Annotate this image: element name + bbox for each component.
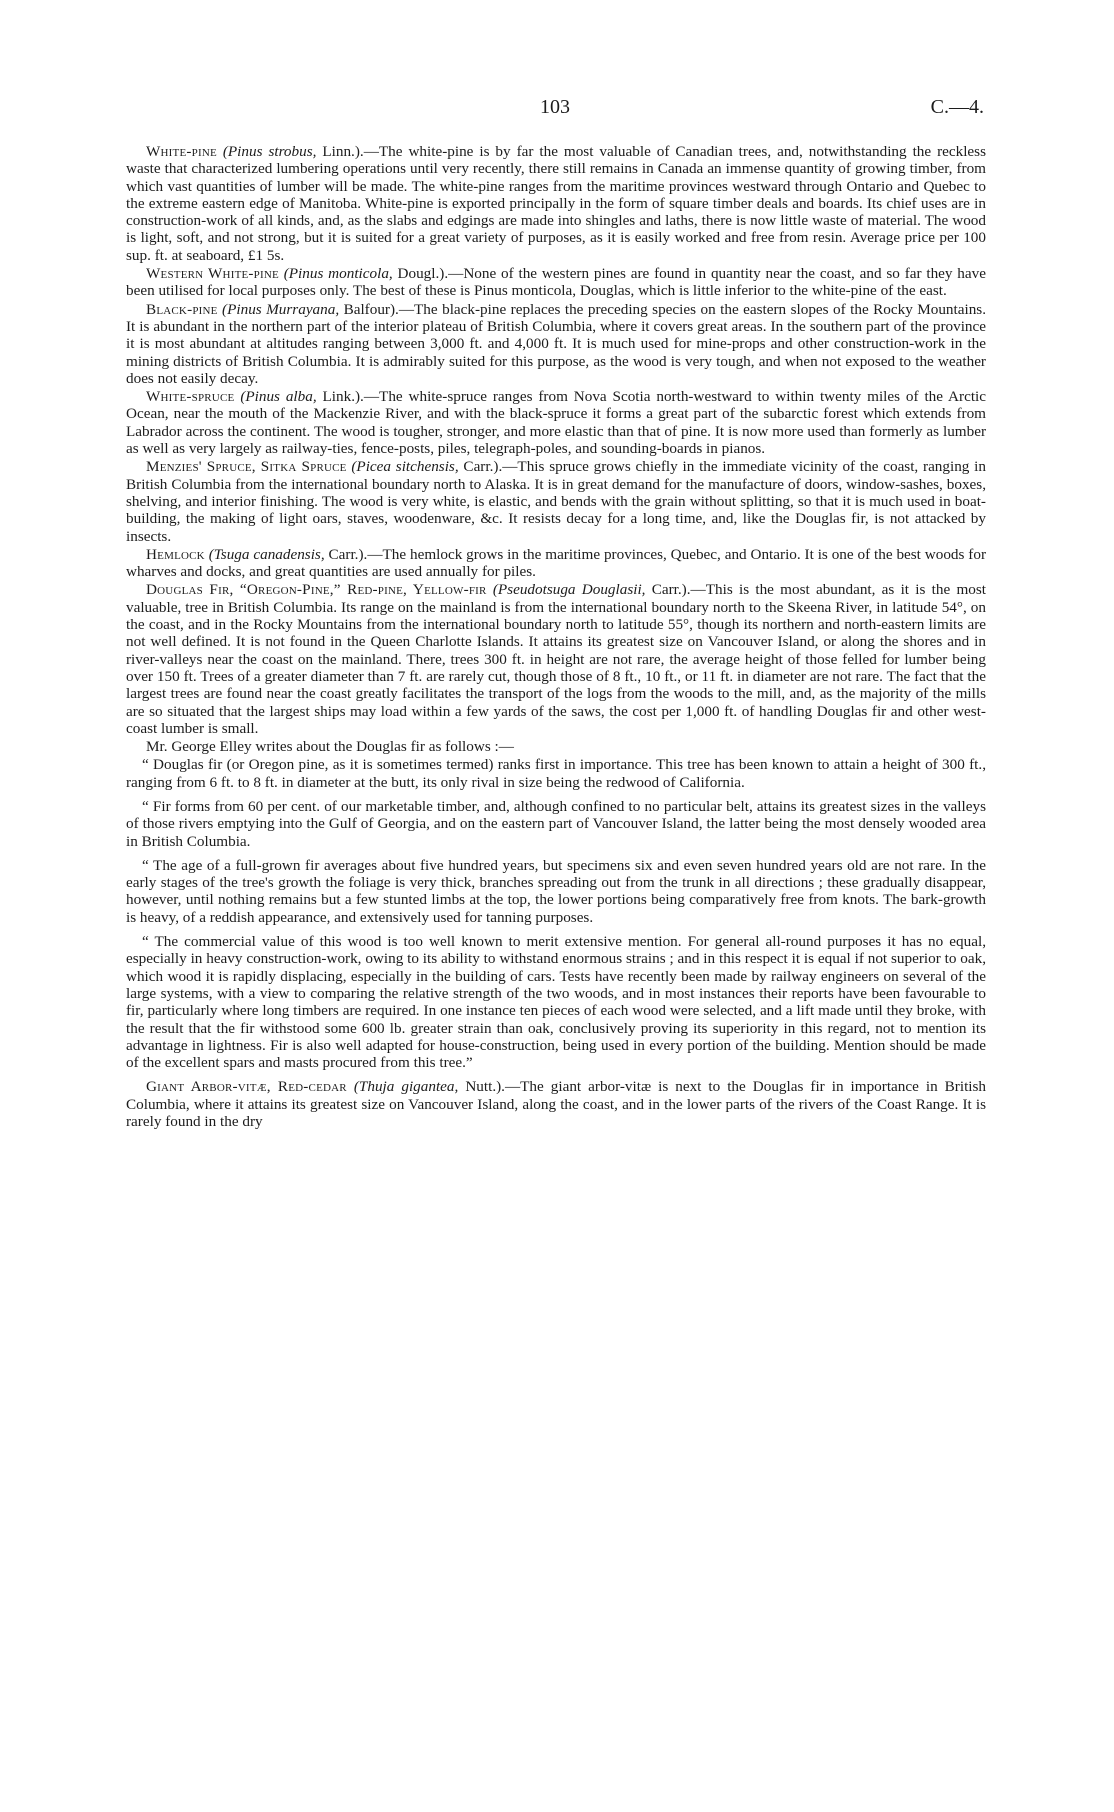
quote-paragraph — [126, 933, 986, 1071]
species-heading: Black-pine — [146, 300, 218, 318]
species-heading: White-spruce — [146, 388, 235, 406]
paragraph-text: Linn.).—The white-pine is by far the most valuable of Canadian trees, and, notwithstanding the reckless waste that characterized lumbering operations until very recently, there still remains in Canada an immense quantity of growing timber, from which vast quantities of lumber will be made. The white-pine ranges from the maritime provinces westward through Ontario and Quebec to the extreme eastern edge of Manitoba. White-pine is exported principally in the form of square timber deals and boards. Its chief uses are in construction-work of all kinds, and, as the slabs and edgings are made into shingles and laths, there is now little waste of material. The wood is light, soft, and not strong, but it is suited for a great variety of purposes, as it is easily worked and free from resin. Average price per 100 sup. ft. at seaboard, £1 5s. — [126, 143, 986, 264]
scientific-name: (Pinus monticola, — [283, 265, 393, 283]
scientific-name: (Pseudotsuga Douglasii, — [492, 581, 646, 599]
paragraph-western-white-pine — [126, 265, 986, 300]
scientific-name: (Picea sitchensis, — [351, 458, 459, 476]
paragraph-text: “ The age of a full-grown fir averages about five hundred years, but specimens six and even seven hundred years old are not rare. In the early stages of the tree's growth the foliage is very thick, branches spreading out from the trunk in all directions ; these gradually disappear, however, until nothing remains but a few stunted limbs at the top, the lower portions being comparatively free from knots. The bark-growth is heavy, of a reddish appearance, and extensively used for tanning purposes. — [126, 856, 986, 926]
species-heading: Menzies' Spruce, Sitka Spruce — [146, 458, 347, 476]
body-text — [126, 143, 986, 1131]
species-heading: Douglas Fir, “Oregon-Pine,” Red-pine, Yellow-fir — [146, 581, 487, 599]
paragraph-text: Mr. George Elley writes about the Douglas fir as follows :— — [146, 738, 514, 756]
scientific-name: (Thuja gigantea, — [353, 1078, 459, 1096]
paragraph-text: Nutt.).—The giant arbor-vitæ is next to the Douglas fir in importance in British Columbia, where it attains its greatest size on Vancouver Island, along the coast, and in the lower parts of the rivers of the Coast Range. It is rarely found in the dry — [126, 1078, 987, 1131]
paragraph-elley-intro — [126, 738, 986, 755]
paragraph-white-pine — [126, 143, 986, 264]
paragraph-text: Dougl.).—None of the western pines are found in quantity near the coast, and so far they have been utilised for local purposes only. The best of these is Pinus monticola, Douglas, which is little inferior to the white-pine of the east. — [126, 265, 986, 300]
scientific-name: (Tsuga canadensis, — [208, 545, 325, 563]
quote-paragraph — [126, 857, 986, 926]
page-number: 103 — [540, 96, 570, 118]
paragraph-text: Balfour).—The black-pine replaces the preceding species on the eastern slopes of the Rocky Mountains. It is abundant in the northern part of the interior plateau of British Columbia, where it covers great areas. In the southern part of the province it is most abundant at altitudes ranging between 3,000 ft. and 4,000 ft. It is much used for mine-props and other construction-work in the mining districts of British Columbia. It is admirably suited for this purpose, as the wood is very tough, and when not exposed to the weather does not easily decay. — [126, 300, 987, 387]
quote-paragraph — [126, 756, 986, 791]
paragraph-text: “ Douglas fir (or Oregon pine, as it is sometimes termed) ranks first in importance. This tree has been known to attain a height of 300 ft., ranging from 6 ft. to 8 ft. in diameter at the butt, its only rival in size being the redwood of California. — [126, 756, 986, 791]
species-heading: Western White-pine — [146, 265, 279, 283]
scientific-name: (Pinus alba, — [240, 388, 317, 406]
scientific-name: (Pinus Murrayana, — [222, 300, 340, 318]
scientific-name: (Pinus strobus, — [222, 143, 317, 160]
paragraph-text: Carr.).—The hemlock grows in the maritime provinces, Quebec, and Ontario. It is one of the best woods for wharves and docks, and great quantities are used annually for piles. — [126, 545, 987, 581]
paragraph-text: Carr.).—This is the most abundant, as it is the most valuable, tree in British Columbia. Its range on the mainland is from the international boundary north to the Skeena River, in latitude 54°, on the coast, and in the Rocky Mountains from the international boundary north to latitude 55°, though its northern and north-eastern limits are not well defined. It is not found in the Queen Charlotte Islands. It attains its greatest size on Vancouver Island, or along the shores and in river-valleys near the coast on the mainland. There, trees 300 ft. in height are not rare, the average height of those felled for lumber being over 150 ft. Trees of a greater diameter than 7 ft. are rarely cut, though those of 8 ft., 10 ft., or 11 ft. in diameter are not rare. The fact that the largest trees are found near the coast greatly facilitates the transport of the logs from the woods to the mill, and, as the majority of the mills are so situated that the largest ships may load within a few yards of the saws, the cost per 1,000 ft. of handling Douglas fir and other west-coast lumber is small. — [126, 581, 987, 737]
paragraph-black-pine — [126, 301, 986, 387]
paragraph-menzies-spruce — [126, 458, 986, 544]
paragraph-white-spruce — [126, 388, 986, 457]
document-reference: C.—4. — [930, 96, 984, 118]
species-heading: White-pine — [146, 143, 217, 160]
species-heading: Giant Arbor-vitæ, Red-cedar — [146, 1078, 347, 1096]
paragraph-text: “ Fir forms from 60 per cent. of our marketable timber, and, although confined to no particular belt, attains its greatest sizes in the valleys of those rivers emptying into the Gulf of Georgia, and on the eastern part of Vancouver Island, the latter being the most densely wooded area in British Columbia. — [126, 797, 986, 850]
page-header — [0, 96, 1114, 126]
paragraph-hemlock — [126, 546, 986, 581]
paragraph-text: “ The commercial value of this wood is too well known to merit extensive mention. For general all-round purposes it has no equal, especially in heavy construction-work, owing to its ability to withstand enormous strains ; and in this respect it is equal if not superior to oak, which wood it is rapidly displacing, especially in the building of cars. Tests have recently been made by railway engineers on several of the large systems, with a view to comparing the relative strength of the two woods, and in most instances their reports have been favourable to fir, particularly where long timbers are required. In one instance ten pieces of each wood were selected, and a lift made until they broke, with the result that the fir withstood some 600 lb. greater strain than oak, conclusively proving its superiority in this regard, not to mention its advantage in lightness. Fir is also well adapted for house-construction, being used in every portion of the building. Mention should be made of the excellent spars and masts procured from this tree.” — [126, 933, 986, 1072]
paragraph-giant-arbor-vitae — [126, 1078, 986, 1130]
paragraph-text: Link.).—The white-spruce ranges from Nova Scotia north-westward to within twenty miles of the Arctic Ocean, near the mouth of the Mackenzie River, and with the black-spruce it forms a great part of the subarctic forest which extends from Labrador across the continent. The wood is tougher, stronger, and more elastic than that of pine. It is now more used than formerly as lumber as well as very largely as railway-ties, fence-posts, piles, telegraph-poles, and sounding-boards in pianos. — [126, 388, 987, 458]
paragraph-text: Carr.).—This spruce grows chiefly in the immediate vicinity of the coast, ranging in British Columbia from the international boundary north to Alaska. It is in great demand for the manufacture of doors, window-sashes, boxes, shelving, and interior finishing. The wood is very white, is elastic, and bends with the grain without splitting, so that it is much used in boat-building, the making of light oars, staves, woodenware, &c. It resists decay for a long time, and, like the Douglas fir, is not attacked by insects. — [126, 458, 986, 545]
paragraph-douglas-fir — [126, 581, 986, 737]
quote-paragraph — [126, 798, 986, 850]
species-heading: Hemlock — [146, 545, 205, 563]
